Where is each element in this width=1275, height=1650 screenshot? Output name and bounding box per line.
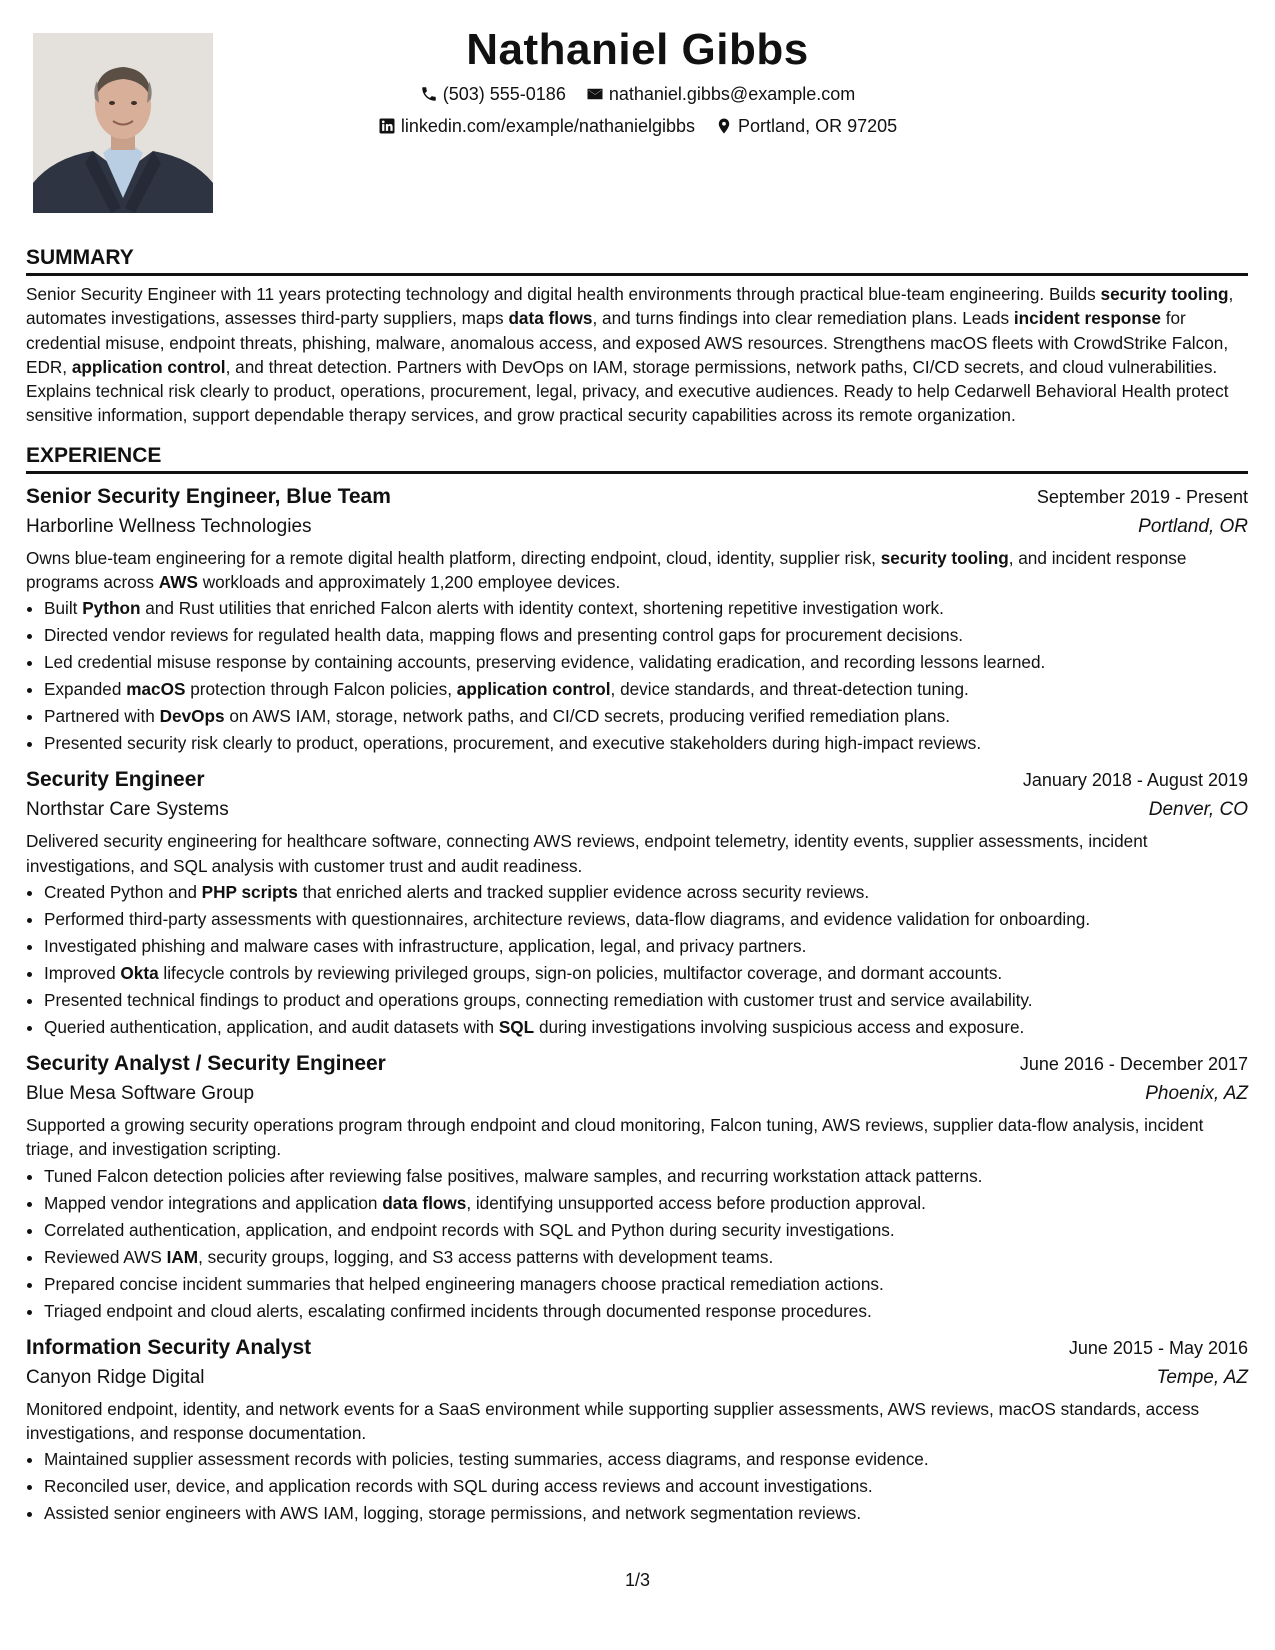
job-bullet: • Triaged endpoint and cloud alerts, escalating confirmed incidents through documented response procedures. [44,1298,1248,1325]
contact-row-secondary [250,110,1025,142]
job-dates: September 2019 - Present [1036,486,1248,507]
job-description: Monitored endpoint, identity, and network events for a SaaS environment while supporting supplier assessments, AWS reviews, macOS standards, access investigations, and response documentation. [26,1398,1200,1443]
job-company: Blue Mesa Software Group [26,1082,255,1104]
email-text: nathaniel.gibbs@example.com [608,84,856,104]
job-subheader [26,795,1248,825]
bold-keyword: macOS [126,679,186,700]
job-title: Security Engineer [26,768,205,792]
job-bullet: • Presented technical findings to product and operations groups, connecting remediation with customer trust and service availability. [44,987,1248,1014]
linkedin-text: linkedin.com/example/nathanielgibbs [400,116,696,136]
resume-header [250,22,1025,142]
summary-text: Senior Security Engineer with 11 years protecting technology and digital health environments through practical blue-team engineering. Builds security tooling, automates investigations, assesses third-party suppliers, maps data flows, and turns findings into clear remediation plans. Leads incident response for credential misuse, endpoint threats, phishing, malware, anomalous access, and exposed AWS resources. Strengthens macOS fleets with CrowdStrike Falcon, EDR, application control, and threat detection. Partners with DevOps on IAM, storage permissions, network paths, CI/CD secrets, and cloud vulnerabilities. Explains technical risk clearly to product, operations, procurement, legal, privacy, and executive audiences. Ready to help Cedarwell Behavioral Health protect sensitive information, support dependable therapy services, and grow practical security capabilities across its remote organization. [26,284,1234,426]
job-bullets [26,595,1248,757]
linkedin-icon [378,117,396,135]
phone-text: (503) 555-0186 [442,84,566,104]
bold-keyword: application control [456,679,611,700]
job-bullet: • Created Python and PHP scripts that enriched alerts and tracked supplier evidence across security reviews. [44,879,1248,906]
job-company: Northstar Care Systems [26,799,229,821]
job-bullet: • Assisted senior engineers with AWS IAM, logging, storage permissions, and network segmentation reviews. [44,1500,1248,1527]
job-bullet: • Maintained supplier assessment records with policies, testing summaries, access diagrams, and response evidence. [44,1446,1248,1473]
contact-phone[interactable] [420,78,566,110]
bold-keyword: Okta [120,962,159,983]
job-bullet: • Improved Okta lifecycle controls by reviewing privileged groups, sign-on policies, multifactor coverage, and dormant accounts. [44,960,1248,987]
profile-photo [33,33,213,213]
job-bullets [26,1446,1248,1527]
resume-content [26,244,1248,1527]
job-bullet: • Led credential misuse response by containing accounts, preserving evidence, validating eradication, and recording lessons learned. [44,649,1248,676]
job-bullet: • Prepared concise incident summaries that helped engineering managers choose practical remediation actions. [44,1271,1248,1298]
profile-photo-illustration [33,33,213,213]
envelope-icon [586,85,604,103]
job-entry [26,1333,1248,1528]
section-title-experience: EXPERIENCE [26,442,1248,474]
job-description: Delivered security engineering for healthcare software, connecting AWS reviews, endpoint telemetry, identity events, supplier assessments, incident investigations, and SQL analysis with customer trust and audit readiness. [26,831,1148,876]
bold-keyword: AWS [158,572,198,593]
job-title: Security Analyst / Security Engineer [26,1051,386,1075]
job-location: Denver, CO [1148,799,1248,821]
section-title-summary: SUMMARY [26,244,1248,276]
job-bullets [26,879,1248,1041]
job-bullet: • Investigated phishing and malware cases with infrastructure, application, legal, and privacy partners. [44,933,1248,960]
bold-keyword: DevOps [159,706,225,727]
job-title: Senior Security Engineer, Blue Team [26,484,391,508]
job-header [26,482,1248,512]
job-bullet: • Reconciled user, device, and application records with SQL during access reviews and account investigations. [44,1473,1248,1500]
bold-keyword: SQL [498,1016,535,1037]
map-pin-icon [715,117,733,135]
job-bullet: • Reviewed AWS IAM, security groups, logging, and S3 access patterns with development teams. [44,1244,1248,1271]
job-company: Harborline Wellness Technologies [26,515,312,537]
job-title: Information Security Analyst [26,1335,312,1359]
job-entry [26,765,1248,1041]
job-bullet: • Directed vendor reviews for regulated health data, mapping flows and presenting control gaps for procurement decisions. [44,622,1248,649]
job-header [26,1049,1248,1079]
bold-keyword: Python [82,598,141,619]
job-description: Supported a growing security operations program through endpoint and cloud monitoring, Falcon tuning, AWS reviews, supplier data-flow analysis, incident triage, and investigation scripting. [26,1114,1204,1160]
job-bullet: • Correlated authentication, application, and endpoint records with SQL and Python during security investigations. [44,1217,1248,1244]
job-subheader [26,1079,1248,1109]
contact-location [715,110,897,142]
contact-row-primary [250,78,1025,110]
contact-linkedin[interactable] [378,110,695,142]
job-entry [26,1049,1248,1325]
candidate-name: Nathaniel Gibbs [466,25,809,74]
job-header [26,765,1248,795]
bold-keyword: data flows [382,1192,467,1213]
job-header [26,1333,1248,1363]
job-bullet: • Queried authentication, application, and audit datasets with SQL during investigations involving suspicious access and exposure. [44,1014,1248,1041]
page-number: 1/3 [624,1570,651,1590]
job-location: Portland, OR [1138,515,1248,537]
bold-keyword: PHP scripts [201,881,298,902]
bold-keyword: IAM [166,1246,199,1267]
job-bullet: • Presented security risk clearly to product, operations, procurement, and executive stakeholders during high-impact reviews. [44,730,1248,757]
job-dates: June 2016 - December 2017 [1019,1053,1248,1074]
job-bullet: • Built Python and Rust utilities that enriched Falcon alerts with identity context, shortening repetitive investigation work. [44,595,1248,622]
job-dates: June 2015 - May 2016 [1068,1337,1248,1358]
job-bullet: • Tuned Falcon detection policies after reviewing false positives, malware samples, and recurring workstation attack patterns. [44,1163,1248,1190]
job-description: Owns blue-team engineering for a remote digital health platform, directing endpoint, cloud, identity, supplier risk, security tooling, and incident response programs across AWS workloads and approximately 1,200 employee devices. [26,547,1187,593]
bold-keyword: security tooling [1100,284,1229,304]
bold-keyword: application control [71,356,226,377]
phone-icon [420,85,438,103]
contact-email[interactable] [586,78,855,110]
job-bullet: • Expanded macOS protection through Falcon policies, application control, device standards, and threat-detection tuning. [44,676,1248,703]
job-bullets [26,1163,1248,1325]
location-text: Portland, OR 97205 [738,116,898,136]
job-bullet: • Partnered with DevOps on AWS IAM, storage, network paths, and CI/CD secrets, producing verified remediation plans. [44,703,1248,730]
job-location: Tempe, AZ [1156,1366,1248,1388]
bold-keyword: incident response [1013,308,1161,329]
experience-list [26,482,1248,1527]
bold-keyword: security tooling [880,547,1009,568]
job-location: Phoenix, AZ [1145,1082,1248,1104]
bold-keyword: data flows [508,308,593,329]
job-company: Canyon Ridge Digital [26,1366,205,1388]
job-subheader [26,1363,1248,1393]
job-dates: January 2018 - August 2019 [1022,770,1248,791]
job-bullet: • Performed third-party assessments with questionnaires, architecture reviews, data-flow diagrams, and evidence validation for onboarding. [44,906,1248,933]
job-bullet: • Mapped vendor integrations and application data flows, identifying unsupported access before production approval. [44,1190,1248,1217]
job-subheader [26,512,1248,542]
job-entry [26,482,1248,758]
